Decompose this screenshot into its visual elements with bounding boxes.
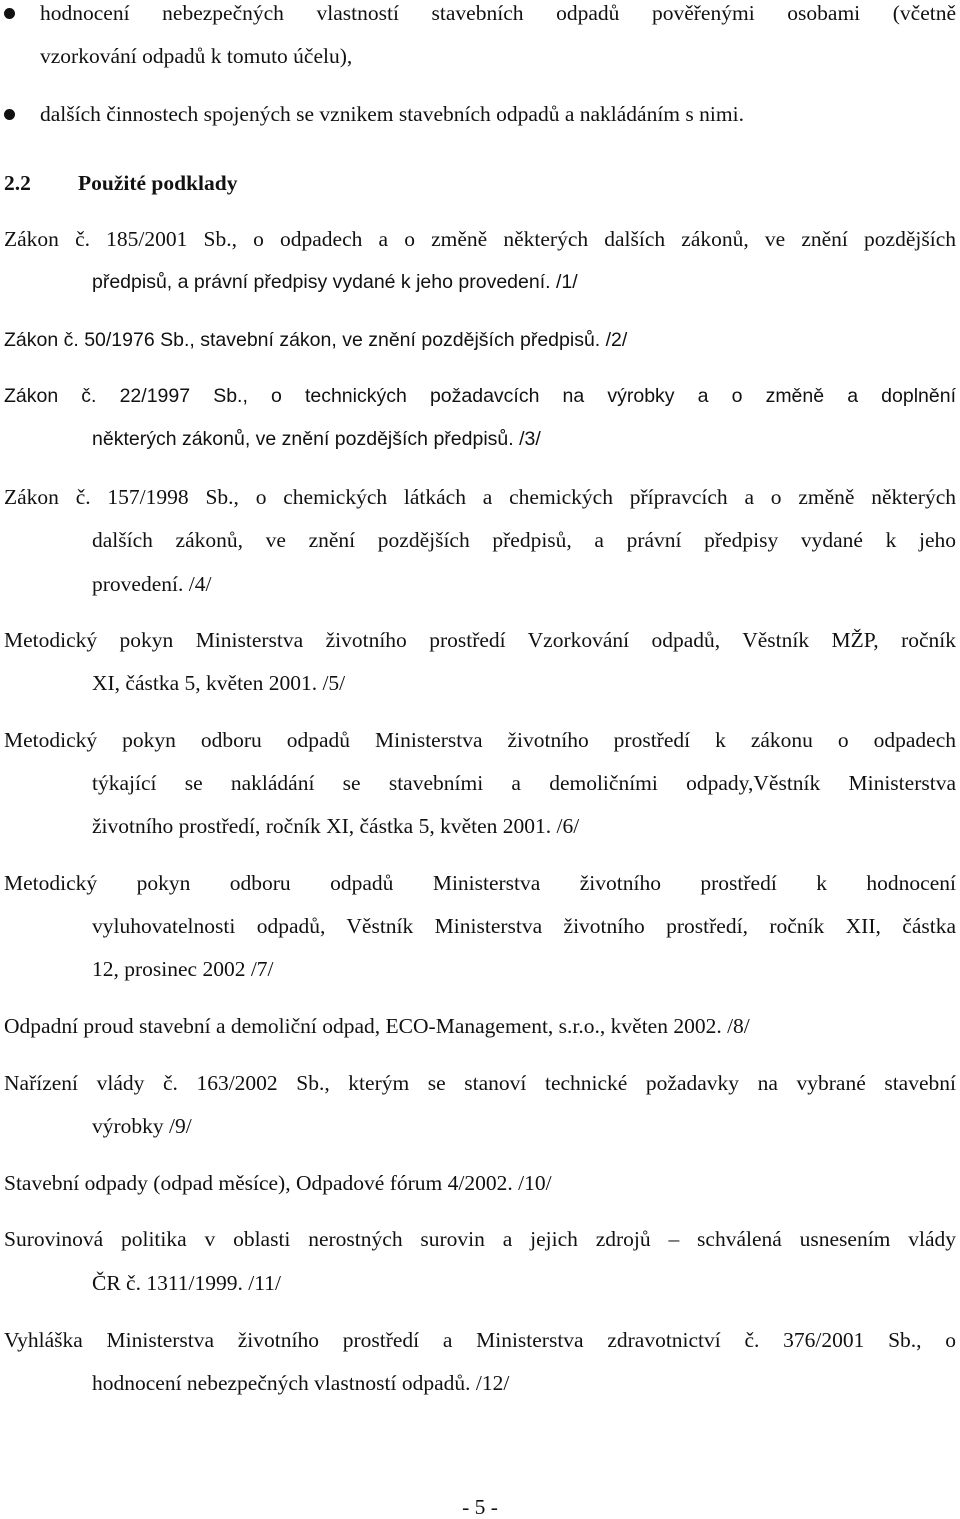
reference-line-1: Vyhláška Ministerstva životního prostředí a Ministerstva zdravotnictví č. 376/2001 Sb., o — [4, 1328, 956, 1352]
bullet-icon — [4, 8, 15, 19]
reference-line-2: dalších zákonů, ve znění pozdějších předpisů, a právní předpisy vydané k jeho — [92, 528, 956, 552]
reference-line-2: XI, částka 5, květen 2001. /5/ — [92, 671, 346, 695]
reference-line-1: Metodický pokyn odboru odpadů Ministerstva životního prostředí k zákonu o odpadech — [4, 728, 956, 752]
reference-line-2: výrobky /9/ — [92, 1114, 192, 1138]
section-number: 2.2 — [4, 171, 31, 195]
bullet-text-line-2: vzorkování odpadů k tomuto účelu), — [40, 44, 353, 68]
reference-line-1: Nařízení vlády č. 163/2002 Sb., kterým se stanoví technické požadavky na vybrané stavební — [4, 1071, 956, 1095]
reference-line-1: Odpadní proud stavební a demoliční odpad, ECO-Management, s.r.o., květen 2002. /8/ — [4, 1014, 750, 1038]
reference-line-1: Zákon č. 50/1976 Sb., stavební zákon, ve znění pozdějších předpisů. /2/ — [4, 329, 628, 351]
reference-line-1: Surovinová politika v oblasti nerostných surovin a jejich zdrojů – schválená usnesením vlády — [4, 1227, 956, 1251]
reference-line-2: týkající se nakládání se stavebními a demoličními odpady,Věstník Ministerstva — [92, 771, 956, 795]
reference-line-2: některých zákonů, ve znění pozdějších předpisů. /3/ — [92, 428, 541, 450]
reference-line-2: předpisů, a právní předpisy vydané k jeho provedení. /1/ — [92, 271, 578, 293]
bullet-icon — [4, 109, 15, 120]
reference-line-2: ČR č. 1311/1999. /11/ — [92, 1271, 281, 1295]
reference-line-1: Zákon č. 22/1997 Sb., o technických požadavcích na výrobky a o změně a doplnění — [4, 385, 956, 407]
section-title: Použité podklady — [78, 171, 238, 195]
reference-line-1: Stavební odpady (odpad měsíce), Odpadové fórum 4/2002. /10/ — [4, 1171, 552, 1195]
reference-line-2: vyluhovatelnosti odpadů, Věstník Ministerstva životního prostředí, ročník XII, částka — [92, 914, 956, 938]
page-number: - 5 - — [462, 1495, 498, 1519]
reference-line-3: 12, prosinec 2002 /7/ — [92, 957, 274, 981]
reference-line-3: životního prostředí, ročník XI, částka 5, květen 2001. /6/ — [92, 814, 580, 838]
reference-line-2: hodnocení nebezpečných vlastností odpadů. /12/ — [92, 1371, 510, 1395]
reference-line-3: provedení. /4/ — [92, 572, 212, 596]
bullet-text-line-1: hodnocení nebezpečných vlastností stavebních odpadů pověřenými osobami (včetně — [40, 1, 956, 25]
reference-line-1: Zákon č. 157/1998 Sb., o chemických látkách a chemických přípravcích a o změně některých — [4, 485, 956, 509]
reference-line-1: Metodický pokyn Ministerstva životního prostředí Vzorkování odpadů, Věstník MŽP, ročník — [4, 628, 956, 652]
reference-line-1: Metodický pokyn odboru odpadů Ministerstva životního prostředí k hodnocení — [4, 871, 956, 895]
reference-line-1: Zákon č. 185/2001 Sb., o odpadech a o změně některých dalších zákonů, ve znění pozdějších — [4, 227, 956, 251]
bullet-text-line-1: dalších činnostech spojených se vznikem stavebních odpadů a nakládáním s nimi. — [40, 102, 744, 126]
